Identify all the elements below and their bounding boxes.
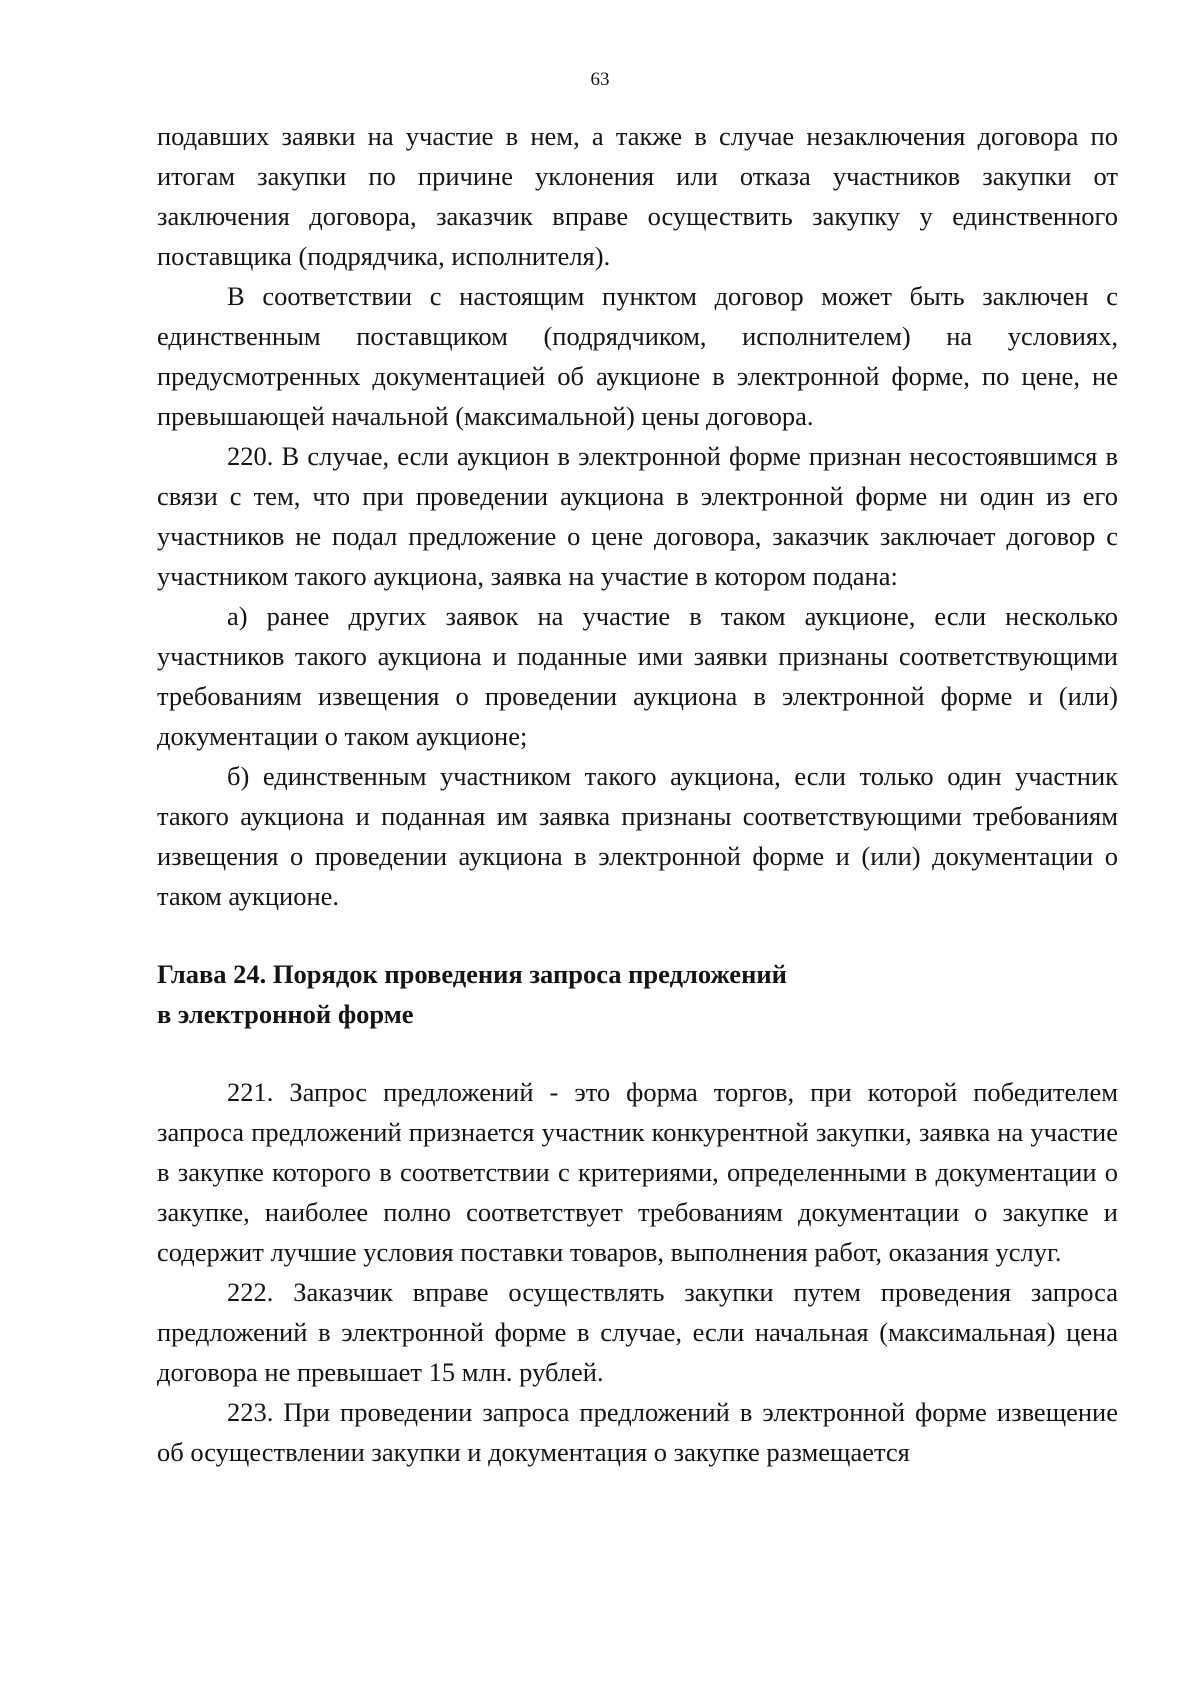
paragraph-continuation: подавших заявки на участие в нем, а также в случае незаключения договора по итогам закупки по причине уклонения или отказа участников закупки от заключения договора, заказчик вправе осуществить закупку у единственного поставщика (подрядчика, исполнителя). xyxy=(157,121,1118,271)
page-number: 63 xyxy=(590,69,610,90)
paragraph-223: 223. При проведении запроса предложений в электронной форме извещение об осуществлении закупки и документация о закупке размещается xyxy=(157,1397,1118,1467)
chapter-heading-line-1: Глава 24. Порядок проведения запроса предложений xyxy=(157,959,787,989)
paragraph: В соответствии с настоящим пунктом договор может быть заключен с единственным поставщиком (подрядчиком, исполнителем) на условиях, предусмотренных документацией об аукционе в электронной форме, по цене, не превышающей начальной (максимальной) цены договора. xyxy=(157,281,1118,431)
chapter-heading-line-2: в электронной форме xyxy=(157,999,414,1029)
paragraph-220: 220. В случае, если аукцион в электронной форме признан несостоявшимся в связи с тем, что при проведении аукциона в электронной форме ни один из его участников не подал предложение о цене договора, заказчик заключает договор с участником такого аукциона, заявка на участие в котором подана: xyxy=(157,441,1118,591)
paragraph-221: 221. Запрос предложений - это форма торгов, при которой победителем запроса предложений признается участник конкурентной закупки, заявка на участие в закупке которого в соответствии с критериями, определенными в документации о закупке, наиболее полно соответствует требованиям документации о закупке и содержит лучшие условия поставки товаров, выполнения работ, оказания услуг. xyxy=(157,1077,1118,1267)
chapter-heading xyxy=(157,916,1118,1072)
subparagraph-a: а) ранее других заявок на участие в таком аукционе, если несколько участников такого аукциона и поданные ими заявки признаны соответствующими требованиям извещения о проведении аукциона в электронной форме и (или) документации о таком аукционе; xyxy=(157,601,1118,751)
document-body xyxy=(157,116,1118,1472)
paragraph-222: 222. Заказчик вправе осуществлять закупки путем проведения запроса предложений в электронной форме в случае, если начальная (максимальная) цена договора не превышает 15 млн. рублей. xyxy=(157,1277,1118,1387)
subparagraph-b: б) единственным участником такого аукциона, если только один участник такого аукциона и поданная им заявка признаны соответствующими требованиям извещения о проведении аукциона в электронной форме и (или) документации о таком аукционе. xyxy=(157,761,1118,911)
